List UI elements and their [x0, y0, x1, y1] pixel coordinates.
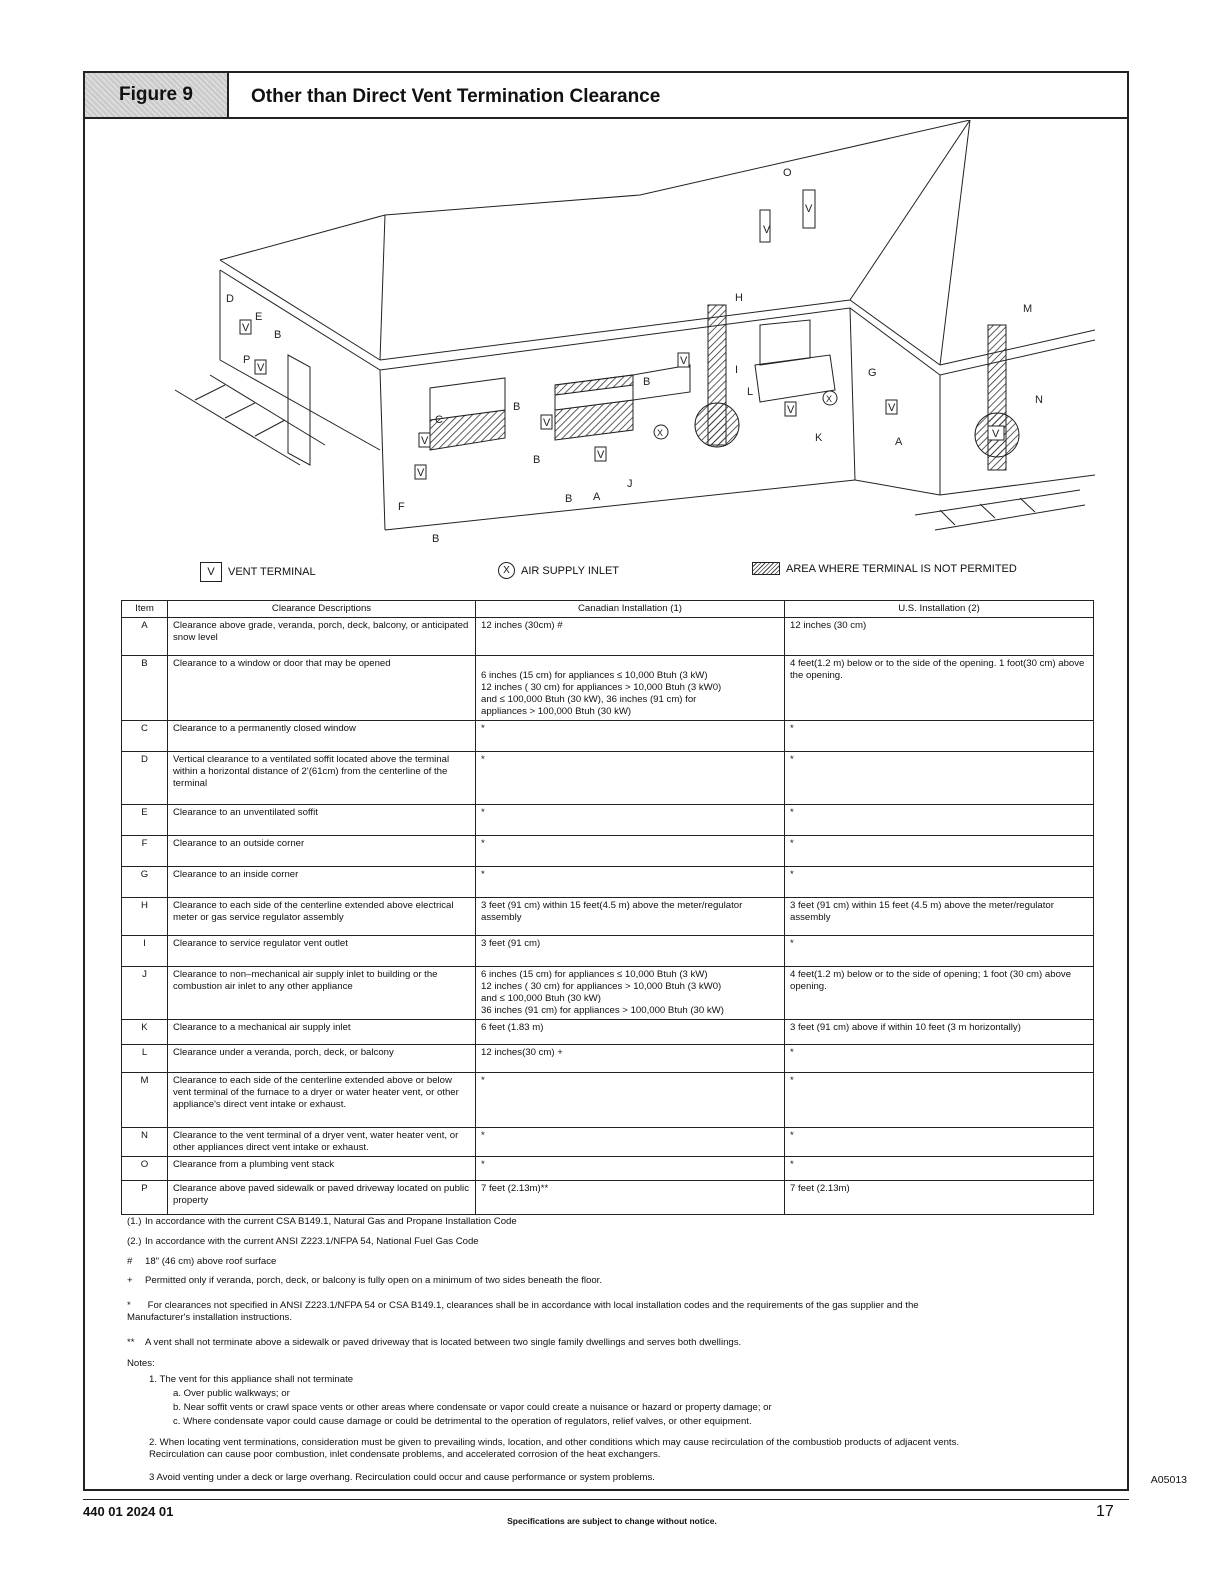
canadian-cell: * — [476, 1073, 785, 1128]
svg-text:B: B — [643, 376, 651, 388]
column-header: Canadian Installation (1) — [476, 601, 785, 618]
us-cell: 7 feet (2.13m) — [785, 1181, 1094, 1215]
svg-text:A: A — [895, 436, 903, 448]
svg-text:B: B — [565, 493, 573, 505]
svg-text:V: V — [992, 428, 1000, 440]
footnote: (2.) In accordance with the current ANSI Z223.1/NFPA 54, National Fuel Gas Code — [127, 1236, 479, 1247]
column-header: Clearance Descriptions — [168, 601, 476, 618]
svg-text:V: V — [787, 404, 795, 416]
footer-disclaimer: Specifications are subject to change without notice. — [507, 1516, 717, 1526]
description-cell: Clearance to service regulator vent outlet — [168, 936, 476, 967]
us-cell: * — [785, 752, 1094, 805]
us-cell: * — [785, 836, 1094, 867]
canadian-cell: * — [476, 836, 785, 867]
canadian-cell: * — [476, 1128, 785, 1157]
canadian-cell: 6 inches (15 cm) for appliances ≤ 10,000 Btuh (3 kW) 12 inches ( 30 cm) for appliances > 10,000 Btuh (3 kW0) and ≤ 100,000 Btuh (30 kW), 36 inches (91 cm) for appliances > 100,000 Btuh (30 kW) — [476, 656, 785, 721]
svg-text:J: J — [627, 478, 633, 490]
item-cell: G — [122, 867, 168, 898]
us-cell: 4 feet(1.2 m) below or to the side of the opening. 1 foot(30 cm) above the opening. — [785, 656, 1094, 721]
canadian-cell: * — [476, 1157, 785, 1181]
svg-text:V: V — [763, 224, 771, 236]
canadian-cell: 12 inches (30cm) # — [476, 618, 785, 656]
table-row — [122, 721, 1094, 752]
item-cell: I — [122, 936, 168, 967]
item-cell: N — [122, 1128, 168, 1157]
description-cell: Clearance to non–mechanical air supply inlet to building or the combustion air inlet to any other appliance — [168, 967, 476, 1020]
item-cell: O — [122, 1157, 168, 1181]
canadian-cell: * — [476, 867, 785, 898]
table-row — [122, 1020, 1094, 1045]
us-cell: * — [785, 1157, 1094, 1181]
canadian-cell: * — [476, 805, 785, 836]
note-subitem: c. Where condensate vapor could cause damage or could be detrimental to the operation of regulators, relief valves, or other equipment. — [173, 1416, 752, 1427]
canadian-cell: 7 feet (2.13m)** — [476, 1181, 785, 1215]
item-cell: F — [122, 836, 168, 867]
note-item: 2. When locating vent terminations, consideration must be given to prevailing winds, location, and other conditions which may cause recirculation of the combustiob products of adjacent vents. Recirculation can cause poor combustion, inlet condensate problems, and accelerated corrosion of the heat exchangers. — [149, 1437, 960, 1460]
svg-text:V: V — [680, 355, 688, 367]
us-cell: * — [785, 1073, 1094, 1128]
description-cell: Clearance from a plumbing vent stack — [168, 1157, 476, 1181]
svg-text:D: D — [226, 293, 234, 305]
figure-header — [85, 73, 1127, 119]
description-cell: Clearance to a window or door that may be opened — [168, 656, 476, 721]
note-item: 1. The vent for this appliance shall not terminate — [149, 1374, 354, 1385]
us-cell: 3 feet (91 cm) above if within 10 feet (3 m horizontally) — [785, 1020, 1094, 1045]
table-row — [122, 1128, 1094, 1157]
svg-text:P: P — [243, 354, 251, 366]
canadian-cell: 3 feet (91 cm) within 15 feet(4.5 m) above the meter/regulator assembly — [476, 898, 785, 936]
item-cell: H — [122, 898, 168, 936]
svg-text:F: F — [398, 501, 405, 513]
item-cell: M — [122, 1073, 168, 1128]
canadian-cell: 12 inches(30 cm) + — [476, 1045, 785, 1073]
us-cell: 4 feet(1.2 m) below or to the side of opening; 1 foot (30 cm) above opening. — [785, 967, 1094, 1020]
canadian-cell: 6 inches (15 cm) for appliances ≤ 10,000 Btuh (3 kW) 12 inches ( 30 cm) for appliances > 10,000 Btuh (3 kW0) and ≤ 100,000 Btuh (30 kW) 36 inches (91 cm) for appliances > 100,000 Btuh (30 kW) — [476, 967, 785, 1020]
description-cell: Vertical clearance to a ventilated soffit located above the terminal within a horizontal distance of 2'(61cm) from the centerline of the terminal — [168, 752, 476, 805]
table-row — [122, 898, 1094, 936]
canadian-cell: 6 feet (1.83 m) — [476, 1020, 785, 1045]
table-row — [122, 1157, 1094, 1181]
canadian-cell: * — [476, 721, 785, 752]
legend-air-supply-inlet — [498, 562, 619, 579]
table-row — [122, 936, 1094, 967]
note-item: 3 Avoid venting under a deck or large overhang. Recirculation could occur and cause performance or system problems. — [149, 1472, 655, 1483]
note-subitem: b. Near soffit vents or crawl space vents or other areas where condensate or vapor could create a nuisance or hazard or property damage; or — [173, 1402, 772, 1413]
svg-text:V: V — [421, 435, 429, 447]
svg-text:X: X — [826, 394, 833, 404]
figure-title: Other than Direct Vent Termination Clearance — [251, 86, 661, 107]
svg-text:H: H — [735, 292, 743, 304]
item-cell: D — [122, 752, 168, 805]
svg-text:V: V — [257, 362, 265, 374]
item-cell: J — [122, 967, 168, 1020]
hatched-area-symbol — [752, 562, 780, 575]
description-cell: Clearance to each side of the centerline extended above or below vent terminal of the furnace to a dryer or water heater vent, or other appliance's direct vent intake or exhaust. — [168, 1073, 476, 1128]
table-row — [122, 967, 1094, 1020]
us-cell: * — [785, 805, 1094, 836]
svg-text:A: A — [593, 491, 601, 503]
table-row — [122, 805, 1094, 836]
description-cell: Clearance above paved sidewalk or paved driveway located on public property — [168, 1181, 476, 1215]
svg-text:E: E — [255, 311, 263, 323]
us-cell: * — [785, 1128, 1094, 1157]
table-row — [122, 867, 1094, 898]
description-cell: Clearance above grade, veranda, porch, deck, balcony, or anticipated snow level — [168, 618, 476, 656]
svg-text:K: K — [815, 432, 823, 444]
figure-reference-code: A05013 — [1150, 1474, 1187, 1486]
svg-text:C: C — [435, 414, 443, 426]
air-supply-inlet-label: AIR SUPPLY INLET — [521, 564, 620, 577]
footnote: * For clearances not specified in ANSI Z223.1/NFPA 54 or CSA B149.1, clearances shall be in accordance with local installation codes and the requirements of the gas supplier and the Manufacturer's installation instructions. — [127, 1300, 919, 1323]
item-cell: L — [122, 1045, 168, 1073]
svg-text:V: V — [417, 467, 425, 479]
table-row — [122, 1181, 1094, 1215]
svg-text:O: O — [783, 167, 792, 179]
table-row — [122, 1073, 1094, 1128]
notes-heading: Notes: — [127, 1358, 155, 1369]
vent-terminal-label: VENT TERMINAL — [228, 566, 316, 578]
svg-text:B: B — [533, 454, 541, 466]
svg-text:L: L — [747, 386, 754, 398]
description-cell: Clearance to an outside corner — [168, 836, 476, 867]
page-number: 17 — [1096, 1503, 1114, 1520]
canadian-cell: 3 feet (91 cm) — [476, 936, 785, 967]
svg-text:V: V — [805, 203, 813, 215]
item-cell: K — [122, 1020, 168, 1045]
us-cell: * — [785, 867, 1094, 898]
svg-text:V: V — [888, 402, 896, 414]
document-number: 440 01 2024 01 — [83, 1504, 174, 1519]
description-cell: Clearance to the vent terminal of a dryer vent, water heater vent, or other appliances direct vent intake or exhaust. — [168, 1128, 476, 1157]
footer-rule — [83, 1499, 1129, 1500]
svg-text:N: N — [1035, 394, 1043, 406]
air-supply-inlet-symbol: X — [498, 562, 515, 579]
svg-text:B: B — [432, 533, 440, 545]
column-header: Item — [122, 601, 168, 618]
figure-number: Figure 9 — [85, 73, 229, 117]
svg-text:X: X — [657, 428, 664, 438]
not-permitted-area-label: AREA WHERE TERMINAL IS NOT PERMITED — [786, 562, 1017, 575]
column-header: U.S. Installation (2) — [785, 601, 1094, 618]
clearance-table — [121, 600, 1094, 1215]
us-cell: * — [785, 721, 1094, 752]
svg-text:B: B — [513, 401, 521, 413]
table-row — [122, 836, 1094, 867]
svg-text:V: V — [543, 417, 551, 429]
us-cell: * — [785, 936, 1094, 967]
footnote: ** A vent shall not terminate above a sidewalk or paved driveway that is located between two single family dwellings and serves both dwellings. — [127, 1337, 742, 1348]
vent-terminal-symbol: V — [200, 562, 222, 582]
legend-vent-terminal — [200, 562, 316, 582]
us-cell: 3 feet (91 cm) within 15 feet (4.5 m) above the meter/regulator assembly — [785, 898, 1094, 936]
legend-not-permitted-area — [752, 562, 1017, 575]
footnote: # 18" (46 cm) above roof surface — [127, 1256, 277, 1267]
description-cell: Clearance to a mechanical air supply inlet — [168, 1020, 476, 1045]
item-cell: B — [122, 656, 168, 721]
table-row — [122, 656, 1094, 721]
description-cell: Clearance to a permanently closed window — [168, 721, 476, 752]
item-cell: E — [122, 805, 168, 836]
item-cell: P — [122, 1181, 168, 1215]
us-cell: * — [785, 1045, 1094, 1073]
svg-text:G: G — [868, 367, 877, 379]
description-cell: Clearance to each side of the centerline extended above electrical meter or gas service regulator assembly — [168, 898, 476, 936]
description-cell: Clearance to an unventilated soffit — [168, 805, 476, 836]
description-cell: Clearance to an inside corner — [168, 867, 476, 898]
house-clearance-diagram — [95, 120, 1095, 560]
svg-text:B: B — [274, 329, 282, 341]
description-cell: Clearance under a veranda, porch, deck, or balcony — [168, 1045, 476, 1073]
table-row — [122, 618, 1094, 656]
item-cell: C — [122, 721, 168, 752]
item-cell: A — [122, 618, 168, 656]
svg-text:V: V — [242, 322, 250, 334]
svg-text:I: I — [735, 364, 739, 376]
table-row — [122, 752, 1094, 805]
footnote: (1.) In accordance with the current CSA B149.1, Natural Gas and Propane Installation Code — [127, 1216, 517, 1227]
table-row — [122, 1045, 1094, 1073]
canadian-cell: * — [476, 752, 785, 805]
footnote: + Permitted only if veranda, porch, deck, or balcony is fully open on a minimum of two sides beneath the floor. — [127, 1275, 603, 1286]
svg-text:M: M — [1023, 303, 1033, 315]
us-cell: 12 inches (30 cm) — [785, 618, 1094, 656]
svg-text:V: V — [597, 449, 605, 461]
table-header-row — [122, 601, 1094, 618]
note-subitem: a. Over public walkways; or — [173, 1388, 290, 1399]
